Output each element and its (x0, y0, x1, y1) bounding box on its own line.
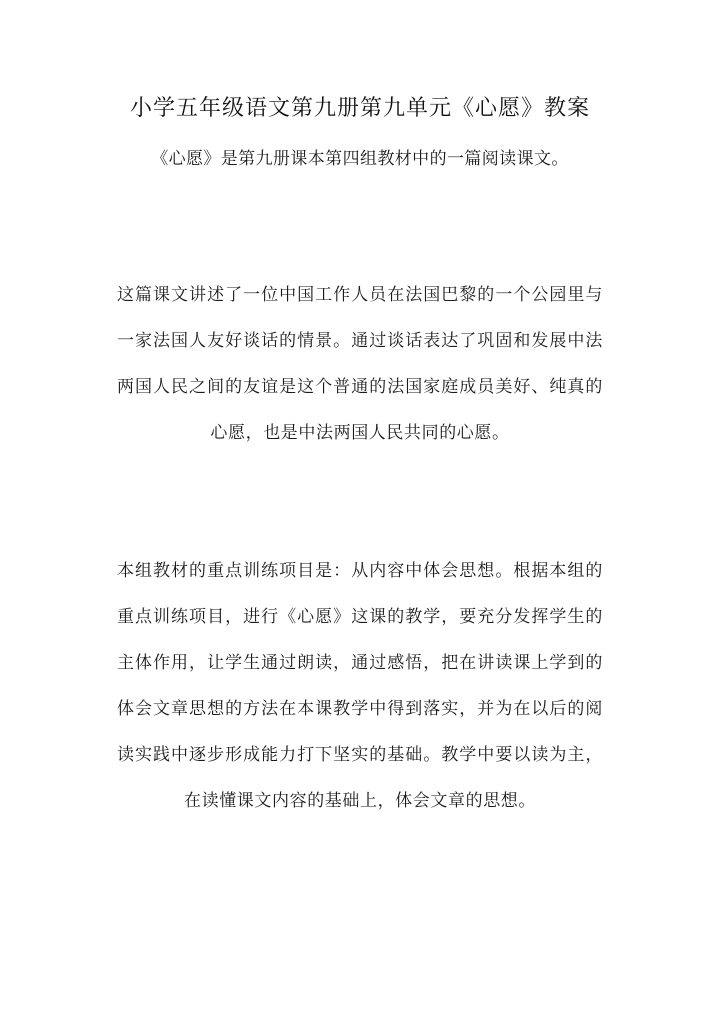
paragraph-line: 主体作用，让学生通过朗读，通过感悟，把在讲读课上学到的 (117, 653, 603, 673)
paragraph-line: 这篇课文讲述了一位中国工作人员在法国巴黎的一个公园里与 (117, 285, 603, 305)
paragraph-line: 重点训练项目，进行《心愿》这课的教学，要充分发挥学生的 (117, 607, 603, 627)
document-subtitle: 《心愿》是第九册课本第四组教材中的一篇阅读课文。 (151, 149, 569, 169)
paragraph-line: 读实践中逐步形成能力打下坚实的基础。教学中要以读为主， (117, 745, 603, 765)
paragraph-line: 体会文章思想的方法在本课教学中得到落实，并为在以后的阅 (117, 699, 603, 719)
paragraph-2 (117, 548, 603, 824)
paragraph-line: 在读懂课文内容的基础上，体会文章的思想。 (184, 791, 536, 811)
paragraph-line: 本组教材的重点训练项目是：从内容中体会思想。根据本组的 (117, 561, 603, 581)
paragraph-1 (117, 272, 603, 456)
document-title: 小学五年级语文第九册第九单元《心愿》教案 (129, 96, 590, 121)
paragraph-line: 两国人民之间的友谊是这个普通的法国家庭成员美好、纯真的 (117, 377, 603, 397)
paragraph-line: 心愿，也是中法两国人民共同的心愿。 (210, 423, 510, 443)
paragraph-line: 一家法国人友好谈话的情景。通过谈话表达了巩固和发展中法 (117, 331, 603, 351)
